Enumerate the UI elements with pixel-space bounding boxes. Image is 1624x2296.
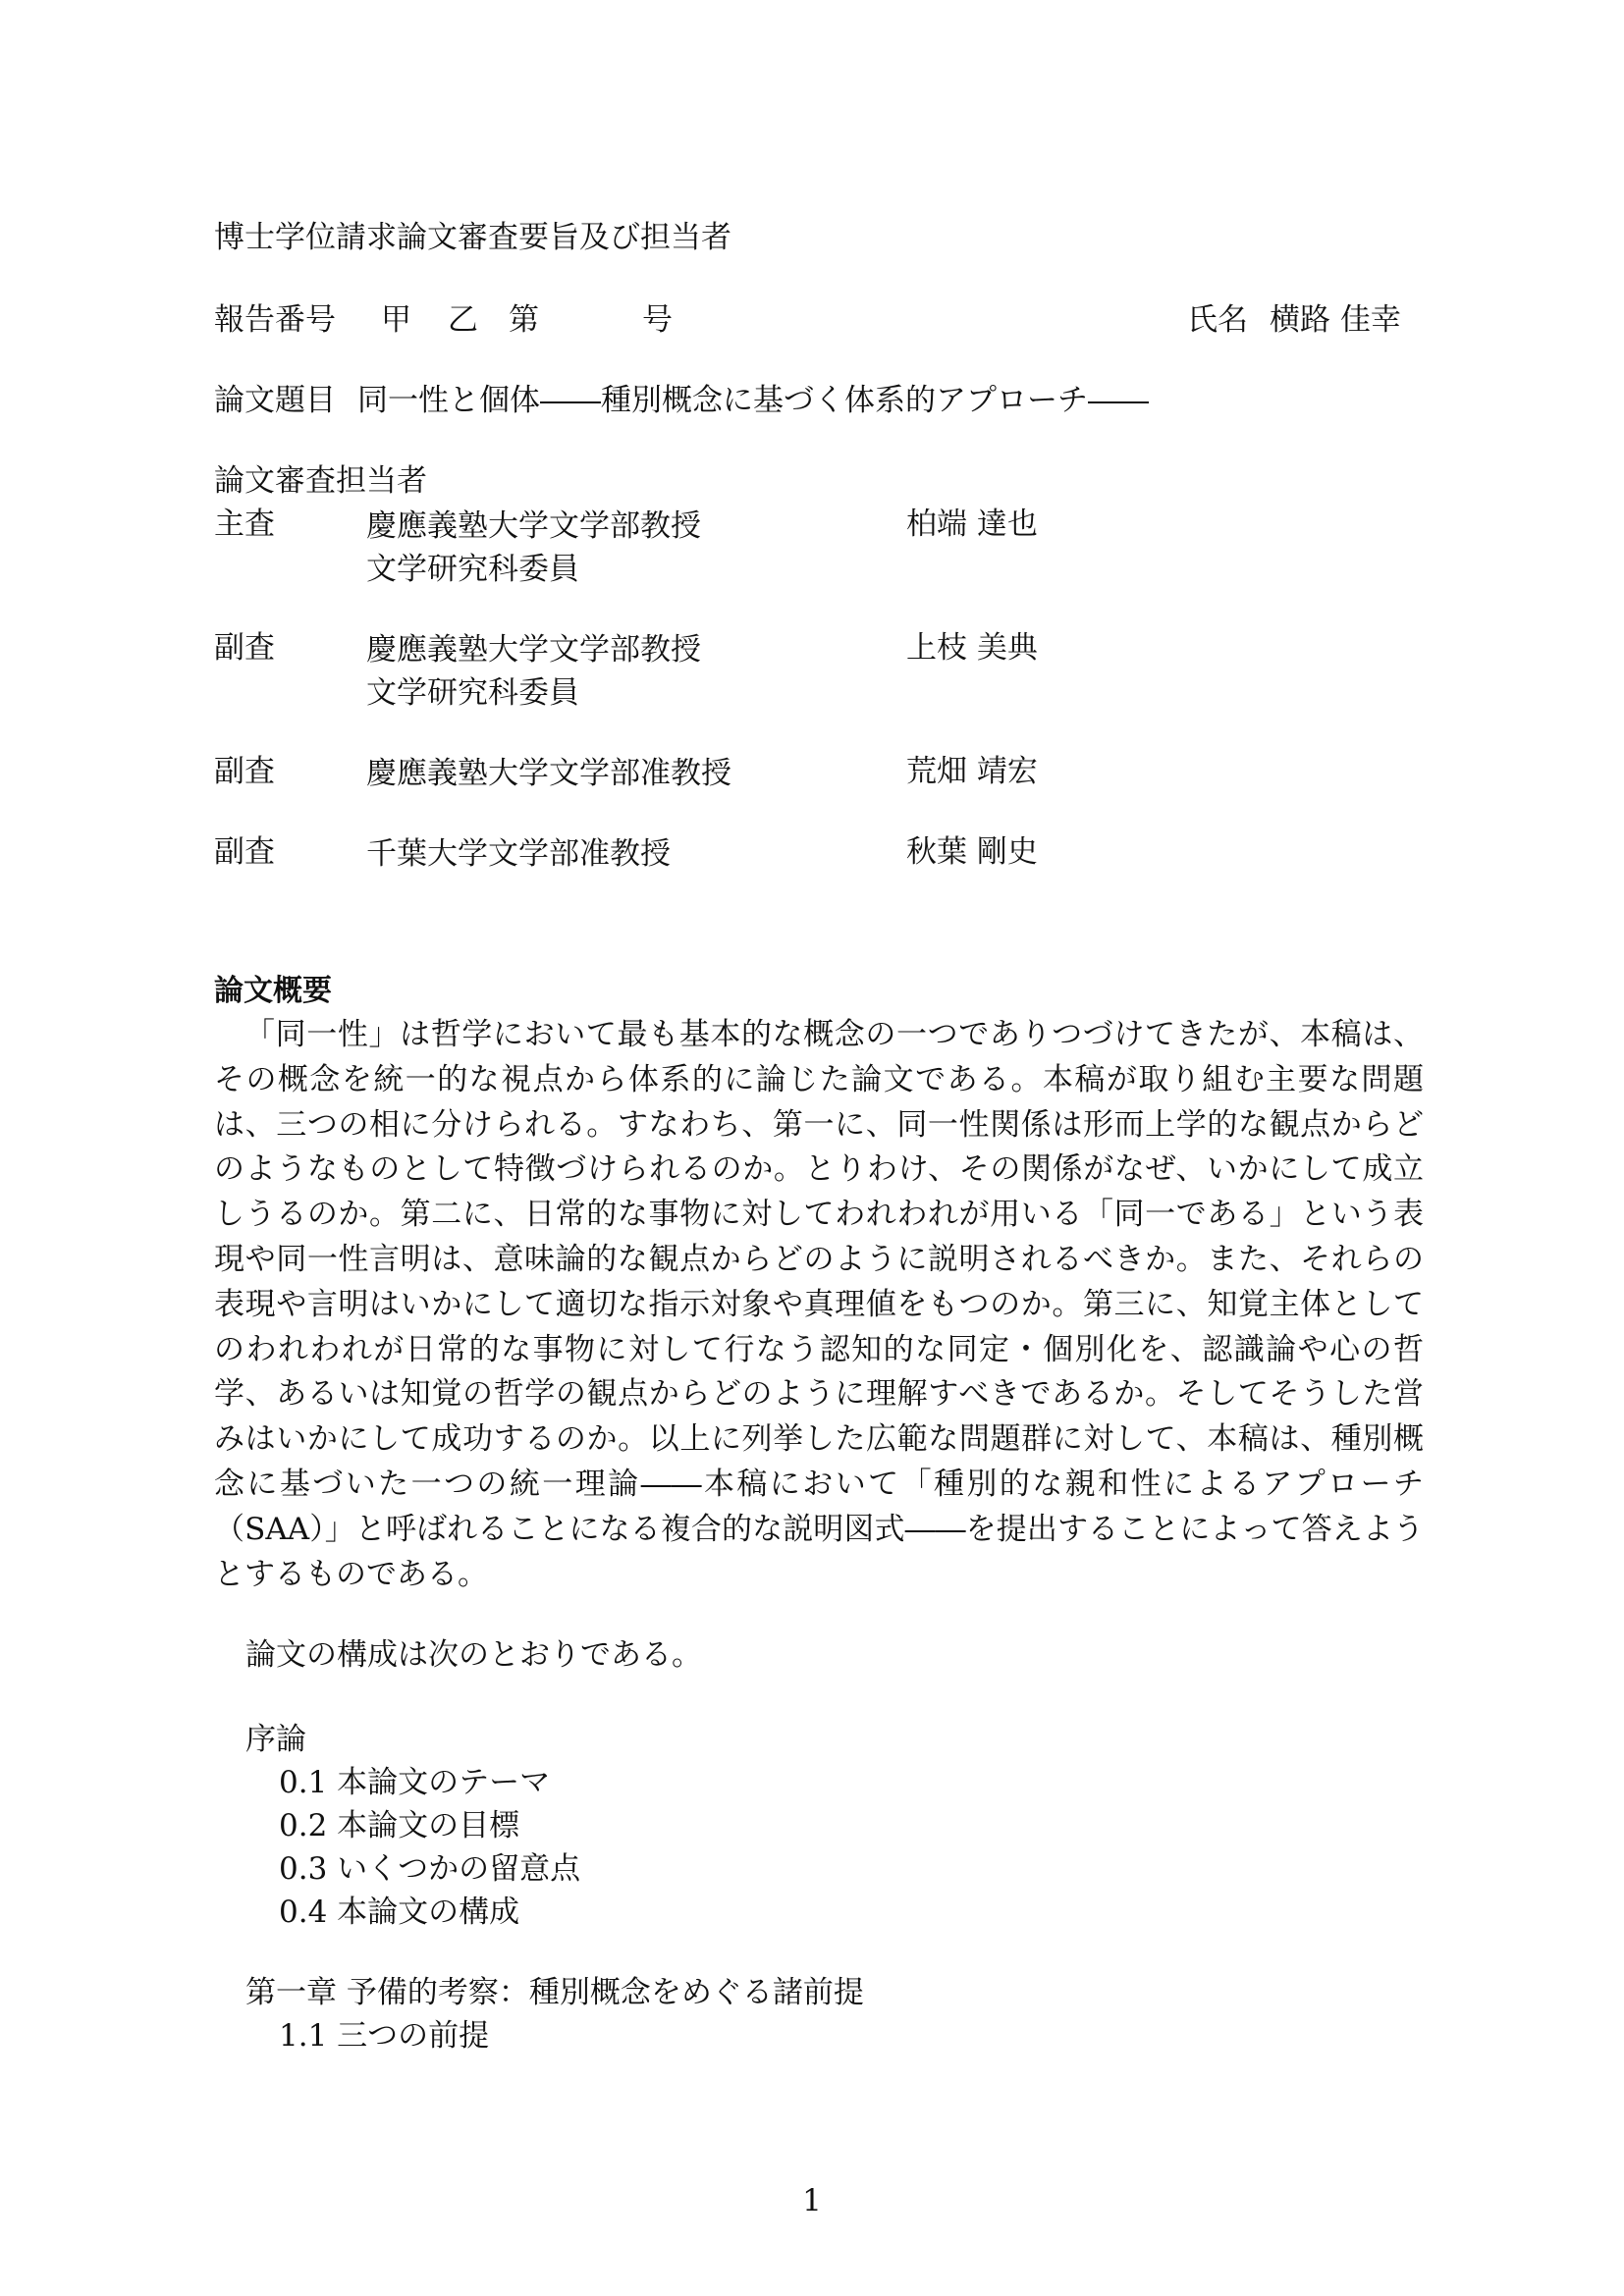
document-heading: 博士学位請求論文審査要旨及び担当者 (214, 220, 731, 255)
name-label: 氏名 (1187, 302, 1248, 338)
examiner-affiliation: 千葉大学文学部准教授 (366, 836, 671, 872)
examiner-name: 柏端 達也 (906, 507, 1038, 542)
examiner-name: 荒畑 靖宏 (906, 754, 1038, 789)
committee-label: 論文審査担当者 (214, 463, 427, 499)
report-go: 号 (642, 302, 673, 338)
summary-paragraph: 「同一性」は哲学において最も基本的な概念の一つでありつづけてきたが、本稿は、その概念を統一的な視点から体系的に論じた論文である。本稿が取り組む主要な問題は、三つの相に分けられる。すなわち、第一に、同一性関係は形而上学的な観点からどのようなものとして特徴づけられるのか。とりわけ、その関係がなぜ、いかにして成立しうるのか。第二に、日常的な事物に対してわれわれが用いる「同一である」という表現や同一性言明は、意味論的な観点からどのように説明されるべきか。また、それらの表現や言明はいかにして適切な指示対象や真理値をもつのか。第三に、知覚主体としてのわれわれが日常的な事物に対して行なう認知的な同定・個別化を、認識論や心の哲学、あるいは知覚の哲学の観点からどのように理解すべきであるか。そしてそうした営みはいかにして成功するのか。以上に列挙した広範な問題群に対して、本稿は、種別概念に基づいた一つの統一理論――本稿において「種別的な親和性によるアプローチ（SAA）」と呼ばれることになる複合的な説明図式――を提出することによって答えようとするものである。 (214, 1017, 1424, 1592)
summary-heading: 論文概要 (214, 974, 332, 1008)
toc-chapter-title: 第一章 予備的考察：種別概念をめぐる諸前提 (245, 1975, 864, 2010)
title-label: 論文題目 (214, 383, 336, 418)
toc-item: 0.2 本論文の目標 (279, 1808, 520, 1843)
summary-section (214, 970, 1424, 1597)
report-number-label: 報告番号 (214, 302, 336, 338)
page-number: 1 (802, 2183, 822, 2218)
thesis-title: 同一性と個体――種別概念に基づく体系的アプローチ―― (357, 383, 1149, 418)
examiner-affiliation: 慶應義塾大学文学部教授 文学研究科委員 (366, 632, 701, 711)
examiner-affiliation: 慶應義塾大学文学部教授 文学研究科委員 (366, 508, 701, 587)
examiner-role: 副査 (214, 834, 275, 870)
report-number-row (214, 300, 1422, 340)
thesis-title-row (214, 381, 1149, 420)
author-name: 横路 佳幸 (1270, 302, 1401, 338)
toc-item: 0.4 本論文の構成 (279, 1895, 520, 1930)
toc-item: 0.1 本論文のテーマ (279, 1765, 551, 1800)
table-of-contents (245, 1718, 864, 2057)
toc-item: 0.3 いくつかの留意点 (279, 1851, 581, 1887)
examiner-role: 副査 (214, 630, 275, 666)
toc-chapter-title: 序論 (245, 1722, 306, 1757)
structure-intro: 論文の構成は次のとおりである。 (245, 1637, 702, 1673)
report-otsu: 乙 (448, 302, 478, 338)
examiner-affiliation: 慶應義塾大学文学部准教授 (366, 756, 731, 791)
toc-item: 1.1 三つの前提 (279, 2018, 490, 2054)
examiner-role: 副査 (214, 754, 275, 789)
examiner-name: 秋葉 剛史 (906, 834, 1038, 870)
examiner-name: 上枝 美典 (906, 630, 1038, 666)
report-dai: 第 (509, 302, 539, 338)
report-kou: 甲 (381, 302, 411, 338)
examiner-role: 主査 (214, 507, 275, 542)
